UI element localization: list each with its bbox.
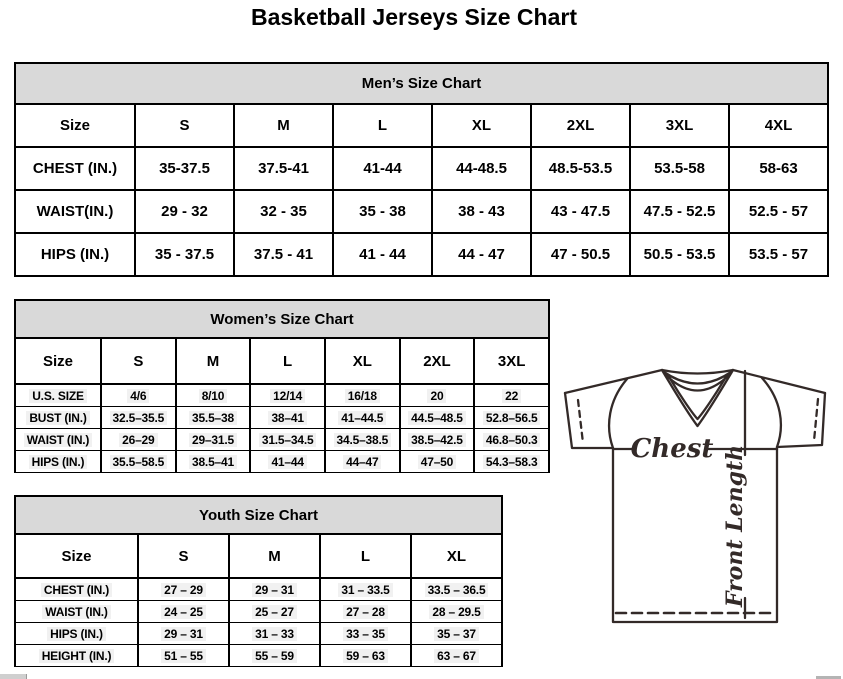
cell: 38.5–42.5 — [400, 429, 475, 451]
cell: 32 - 35 — [234, 190, 333, 233]
cell: 29 - 32 — [135, 190, 234, 233]
youth-waist-row — [15, 601, 502, 623]
row-label: WAIST(IN.) — [15, 190, 135, 233]
youth-col-header-size: Size — [15, 534, 138, 578]
mens-col-header-3xl: 3XL — [630, 104, 729, 147]
cell: 38–41 — [250, 407, 325, 429]
cell: 55 – 59 — [229, 645, 320, 667]
cell: 35 – 37 — [411, 623, 502, 645]
cell: 31.5–34.5 — [250, 429, 325, 451]
row-label: CHEST (IN.) — [15, 578, 138, 601]
cell: 35.5–38 — [176, 407, 251, 429]
mens-table-title: Men’s Size Chart — [15, 63, 828, 104]
row-label: HIPS (IN.) — [15, 451, 101, 473]
cell: 37.5-41 — [234, 147, 333, 190]
mens-col-header-size: Size — [15, 104, 135, 147]
cell: 25 – 27 — [229, 601, 320, 623]
youth-hips-row — [15, 623, 502, 645]
jersey-collar-rib-arc-2 — [664, 373, 731, 391]
cell: 33.5 – 36.5 — [411, 578, 502, 601]
row-label: U.S. SIZE — [15, 384, 101, 407]
youth-table-title: Youth Size Chart — [15, 496, 502, 534]
front-length-label: Front Length — [722, 444, 748, 608]
cell: 35.5–58.5 — [101, 451, 176, 473]
cell: 29 – 31 — [138, 623, 229, 645]
youth-height-row — [15, 645, 502, 667]
mens-hips-row — [15, 233, 828, 276]
womens-col-header-xl: XL — [325, 338, 400, 384]
cell: 20 — [400, 384, 475, 407]
cell: 35 - 37.5 — [135, 233, 234, 276]
youth-col-header-xl: XL — [411, 534, 502, 578]
cell: 54.3–58.3 — [474, 451, 549, 473]
mens-waist-row — [15, 190, 828, 233]
row-label: BUST (IN.) — [15, 407, 101, 429]
cell: 38 - 43 — [432, 190, 531, 233]
cell: 48.5-53.5 — [531, 147, 630, 190]
row-label: HIPS (IN.) — [15, 623, 138, 645]
cell: 58-63 — [729, 147, 828, 190]
cell: 4/6 — [101, 384, 176, 407]
cell: 34.5–38.5 — [325, 429, 400, 451]
mens-size-chart-table — [14, 62, 829, 277]
cell: 33 – 35 — [320, 623, 411, 645]
page-title: Basketball Jerseys Size Chart — [250, 4, 577, 30]
cell: 51 – 55 — [138, 645, 229, 667]
cell: 26–29 — [101, 429, 176, 451]
cell: 44 - 47 — [432, 233, 531, 276]
cell: 29 – 31 — [229, 578, 320, 601]
row-label: HIPS (IN.) — [15, 233, 135, 276]
cell: 32.5–35.5 — [101, 407, 176, 429]
youth-chest-row — [15, 578, 502, 601]
cell: 46.8–50.3 — [474, 429, 549, 451]
cell: 41-44 — [333, 147, 432, 190]
cell: 22 — [474, 384, 549, 407]
cell: 41–44 — [250, 451, 325, 473]
cell: 24 – 25 — [138, 601, 229, 623]
row-label: WAIST (IN.) — [15, 601, 138, 623]
jersey-vneck-inner — [668, 375, 727, 419]
jersey-left-shoulder-line — [565, 370, 662, 393]
mens-chest-row — [15, 147, 828, 190]
cell: 35-37.5 — [135, 147, 234, 190]
jersey-right-cuff-dashed-line — [814, 399, 818, 441]
cell: 52.8–56.5 — [474, 407, 549, 429]
mens-header-row — [15, 104, 828, 147]
jersey-body-outline — [613, 444, 777, 622]
cell: 12/14 — [250, 384, 325, 407]
womens-col-header-3xl: 3XL — [474, 338, 549, 384]
youth-size-chart-table — [14, 495, 503, 667]
cell: 35 - 38 — [333, 190, 432, 233]
cell: 43 - 47.5 — [531, 190, 630, 233]
cell: 8/10 — [176, 384, 251, 407]
cell: 37.5 - 41 — [234, 233, 333, 276]
cell: 16/18 — [325, 384, 400, 407]
cell: 53.5 - 57 — [729, 233, 828, 276]
cell: 59 – 63 — [320, 645, 411, 667]
cell: 44–47 — [325, 451, 400, 473]
jersey-measurement-diagram — [556, 362, 832, 628]
womens-col-header-s: S — [101, 338, 176, 384]
cell: 63 – 67 — [411, 645, 502, 667]
womens-bust-row — [15, 407, 549, 429]
womens-col-header-l: L — [250, 338, 325, 384]
mens-col-header-s: S — [135, 104, 234, 147]
row-label: CHEST (IN.) — [15, 147, 135, 190]
womens-table-title: Women’s Size Chart — [15, 300, 549, 338]
womens-waist-row — [15, 429, 549, 451]
cell: 53.5-58 — [630, 147, 729, 190]
cell: 47.5 - 52.5 — [630, 190, 729, 233]
mens-col-header-xl: XL — [432, 104, 531, 147]
youth-col-header-s: S — [138, 534, 229, 578]
cell: 41–44.5 — [325, 407, 400, 429]
womens-hips-row — [15, 451, 549, 473]
cell: 38.5–41 — [176, 451, 251, 473]
cell: 47 - 50.5 — [531, 233, 630, 276]
jersey-left-armhole-seam — [609, 379, 627, 448]
womens-col-header-size: Size — [15, 338, 101, 384]
horizontal-scrollbar-fragment-left[interactable] — [0, 674, 27, 679]
mens-col-header-m: M — [234, 104, 333, 147]
mens-col-header-2xl: 2XL — [531, 104, 630, 147]
cell: 27 – 29 — [138, 578, 229, 601]
cell: 27 – 28 — [320, 601, 411, 623]
jersey-left-sleeve — [565, 393, 613, 448]
cell: 31 – 33 — [229, 623, 320, 645]
mens-col-header-l: L — [333, 104, 432, 147]
cell: 44-48.5 — [432, 147, 531, 190]
row-label: WAIST (IN.) — [15, 429, 101, 451]
cell: 50.5 - 53.5 — [630, 233, 729, 276]
jersey-collar-top-edge — [662, 370, 733, 374]
chest-label: Chest — [630, 434, 714, 464]
jersey-left-cuff-dashed-line — [578, 400, 583, 443]
cell: 28 – 29.5 — [411, 601, 502, 623]
youth-col-header-m: M — [229, 534, 320, 578]
cell: 41 - 44 — [333, 233, 432, 276]
youth-header-row — [15, 534, 502, 578]
cell: 31 – 33.5 — [320, 578, 411, 601]
jersey-right-armhole-seam — [762, 378, 781, 447]
jersey-right-shoulder-line — [733, 370, 825, 393]
womens-col-header-2xl: 2XL — [400, 338, 475, 384]
womens-ussize-row — [15, 384, 549, 407]
mens-col-header-4xl: 4XL — [729, 104, 828, 147]
cell: 44.5–48.5 — [400, 407, 475, 429]
cell: 29–31.5 — [176, 429, 251, 451]
youth-col-header-l: L — [320, 534, 411, 578]
womens-header-row — [15, 338, 549, 384]
cell: 47–50 — [400, 451, 475, 473]
row-label: HEIGHT (IN.) — [15, 645, 138, 667]
womens-col-header-m: M — [176, 338, 251, 384]
cell: 52.5 - 57 — [729, 190, 828, 233]
womens-size-chart-table — [14, 299, 550, 473]
